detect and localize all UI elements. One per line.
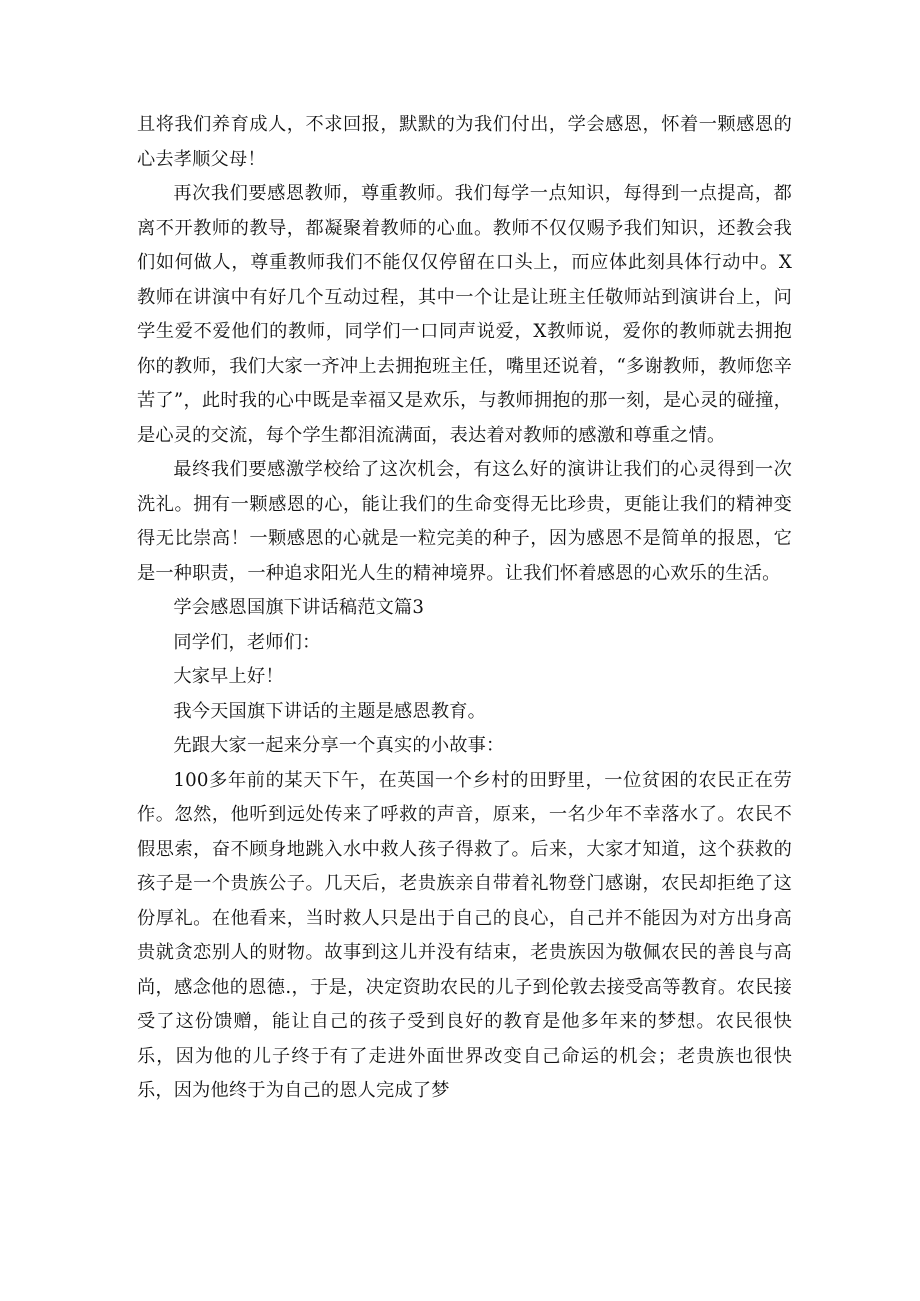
speech-topic: 我今天国旗下讲话的主题是感恩教育。	[173, 700, 486, 722]
paragraph-gratitude-school: 最终我们要感激学校给了这次机会，有这么好的演讲让我们的心灵得到一次洗礼。拥有一颗感恩的心，能让我们的生命变得无比珍贵，更能让我们的精神变得无比崇高！一颗感恩的心就是一粒完美的种子，因为感恩不是简单的报恩，它是一种职责，一种追求阳光人生的精神境界。让我们怀着感恩的心欢乐的生活。	[137, 459, 792, 584]
section-heading: 学会感恩国旗下讲话稿范文篇3	[173, 597, 425, 618]
paragraph-gratitude-teachers: 再次我们要感恩教师，尊重教师。我们每学一点知识，每得到一点提高，都离不开教师的教导，都凝聚着教师的心血。教师不仅仅赐予我们知识，还教会我们如何做人，尊重教师我们不能仅仅停留在口头上，而应体此刻具体行动中。X教师在讲演中有好几个互动过程，其中一个让是让班主任敬师站到演讲台上，问学生爱不爱他们的教师，同学们一口同声说爱，X教师说，爱你的教师就去拥抱你的教师，我们大家一齐冲上去拥抱班主任，嘴里还说着，“多谢教师，教师您辛苦了”，此时我的心中既是幸福又是欢乐，与教师拥抱的那一刻，是心灵的碰撞，是心灵的交流，每个学生都泪流满面，表达着对教师的感激和尊重之情。	[137, 183, 792, 446]
story-intro: 先跟大家一起来分享一个真实的小故事：	[173, 735, 505, 756]
paragraph-continuation: 且将我们养育成人，不求回报，默默的为我们付出，学会感恩，怀着一颗感恩的心去孝顺父母！	[137, 114, 792, 170]
paragraph-story: 100多年前的某天下午，在英国一个乡村的田野里，一位贫困的农民正在劳作。忽然，他听到远处传来了呼救的声音，原来，一名少年不幸落水了。农民不假思索，奋不顾身地跳入水中救人孩子得救了。后来，大家才知道，这个获救的孩子是一个贵族公子。几天后，老贵族亲自带着礼物登门感谢，农民却拒绝了这份厚礼。在他看来，当时救人只是出于自己的良心，自己并不能因为对方出身高贵就贪恋别人的财物。故事到这儿并没有结束，老贵族因为敬佩农民的善良与高尚，感念他的恩德.，于是，决定资助农民的儿子到伦敦去接受高等教育。农民接受了这份馈赠，能让自己的孩子受到良好的教育是他多年来的梦想。农民很快乐，因为他的儿子终于有了走进外面世界改变自己命运的机会；老贵族也很快乐，因为他终于为自己的恩人完成了梦	[137, 769, 792, 1101]
salutation: 同学们，老师们：	[173, 631, 321, 653]
document-body	[137, 108, 792, 1109]
greeting: 大家早上好！	[173, 666, 284, 687]
